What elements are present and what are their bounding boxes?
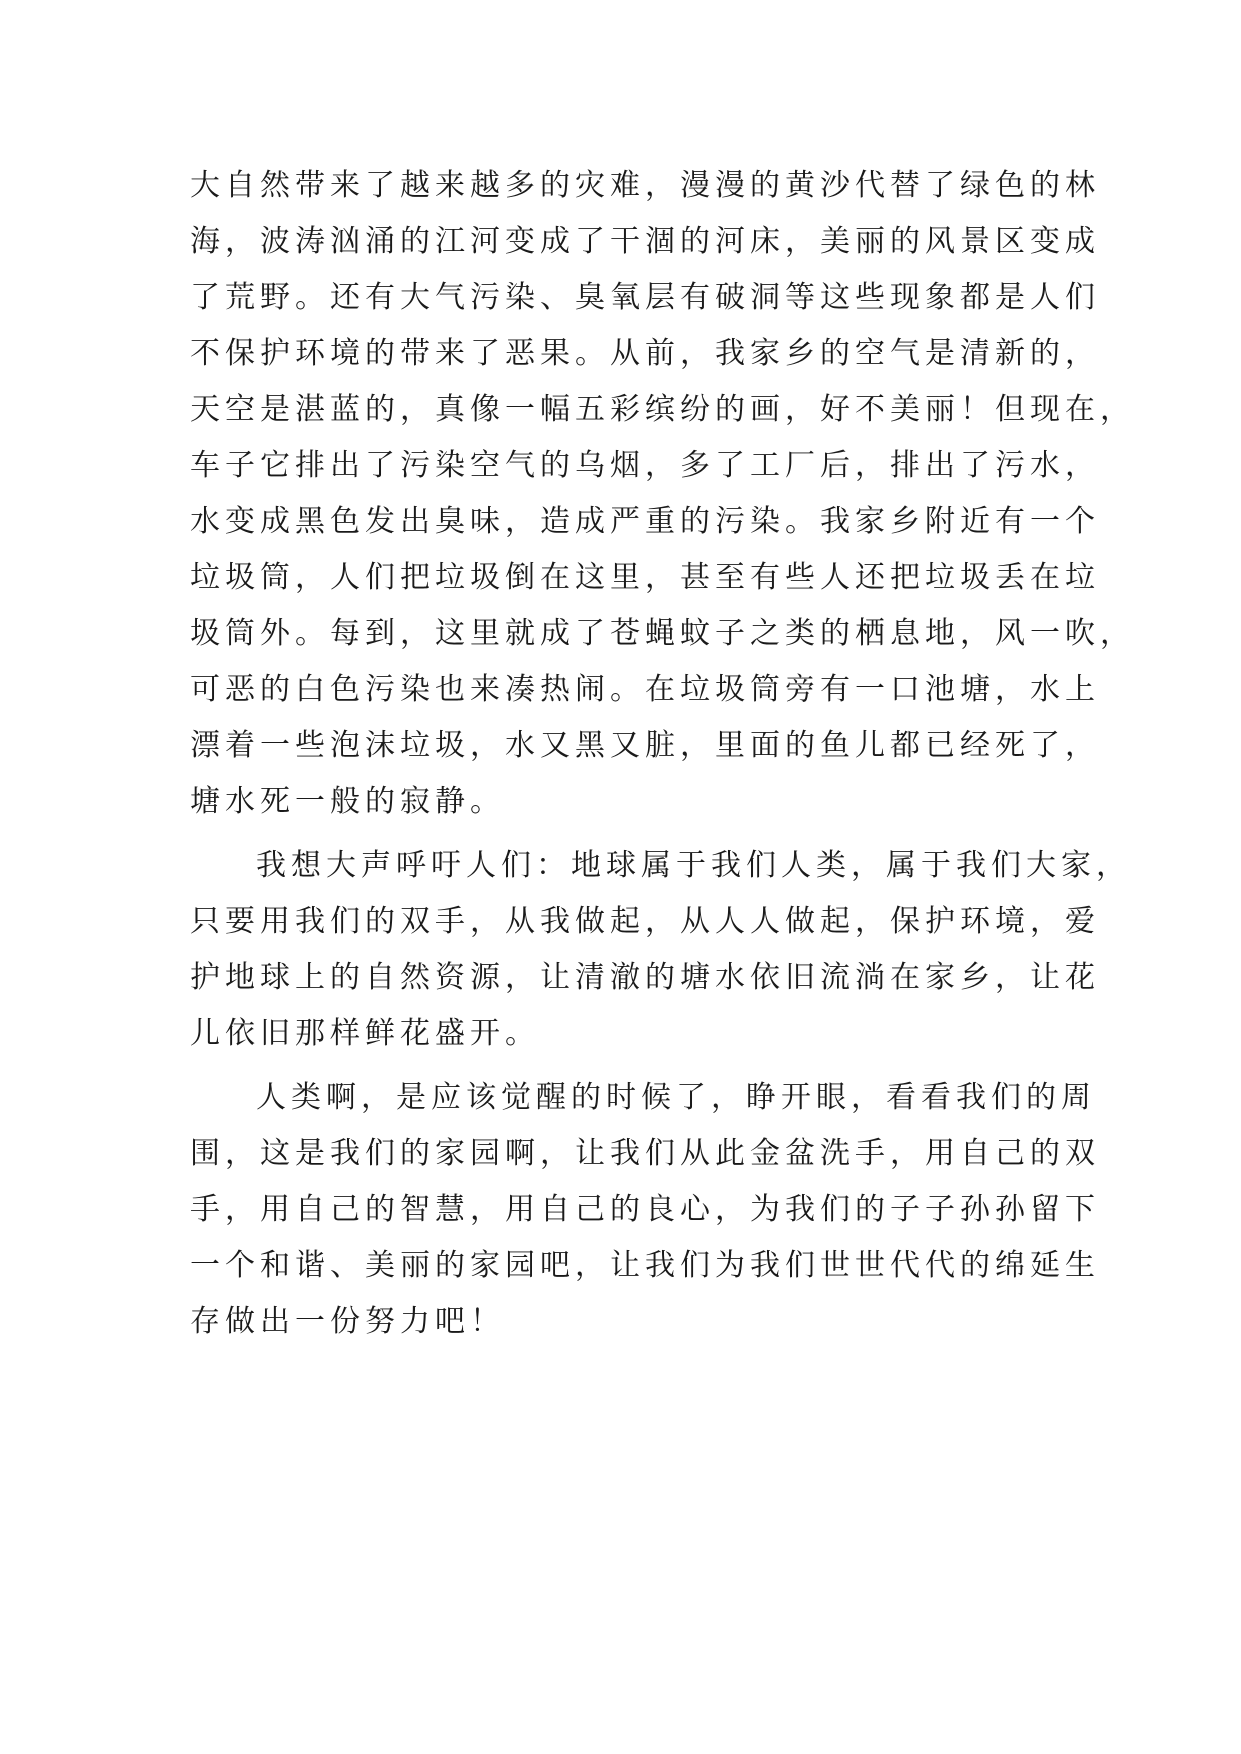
text-line: 只要用我们的双手，从我做起，从人人做起，保护环境，爱: [190, 904, 1100, 939]
text-line: 车子它排出了污染空气的乌烟，多了工厂后，排出了污水，: [190, 448, 1100, 483]
text-line: 漂着一些泡沫垃圾，水又黑又脏，里面的鱼儿都已经死了，: [190, 728, 1100, 763]
text-line: 一个和谐、美丽的家园吧，让我们为我们世世代代的绵延生: [190, 1248, 1100, 1283]
paragraph-2: [190, 838, 1131, 1062]
text-line: 围，这是我们的家园啊，让我们从此金盆洗手，用自己的双: [190, 1136, 1100, 1171]
text-line: 水变成黑色发出臭味，造成严重的污染。我家乡附近有一个: [190, 504, 1100, 539]
text-line: 海，波涛汹涌的江河变成了干涸的河床，美丽的风景区变成: [190, 224, 1100, 259]
text-line: 手，用自己的智慧，用自己的良心，为我们的子子孙孙留下: [190, 1192, 1100, 1227]
text-line: 我想大声呼吁人们：地球属于我们人类，属于我们大家，: [256, 848, 1131, 883]
document-body: [190, 158, 1135, 1350]
text-line: 可恶的白色污染也来凑热闹。在垃圾筒旁有一口池塘，水上: [190, 672, 1100, 707]
text-line: 人类啊，是应该觉醒的时候了，睁开眼，看看我们的周: [256, 1080, 1096, 1115]
text-line: 不保护环境的带来了恶果。从前，我家乡的空气是清新的，: [190, 336, 1100, 371]
text-line: 护地球上的自然资源，让清澈的塘水依旧流淌在家乡，让花: [190, 960, 1100, 995]
text-line: 大自然带来了越来越多的灾难，漫漫的黄沙代替了绿色的林: [190, 168, 1100, 203]
text-line: 儿依旧那样鲜花盛开。: [190, 1016, 540, 1051]
text-line: 圾筒外。每到，这里就成了苍蝇蚊子之类的栖息地，风一吹，: [190, 616, 1135, 651]
text-line: 塘水死一般的寂静。: [190, 784, 505, 819]
text-line: 天空是湛蓝的，真像一幅五彩缤纷的画，好不美丽！但现在，: [190, 392, 1135, 427]
paragraph-3: [190, 1070, 1100, 1350]
text-line: 存做出一份努力吧！: [190, 1304, 505, 1339]
text-line: 了荒野。还有大气污染、臭氧层有破洞等这些现象都是人们: [190, 280, 1100, 315]
text-line: 垃圾筒，人们把垃圾倒在这里，甚至有些人还把垃圾丢在垃: [190, 560, 1100, 595]
paragraph-1: [190, 158, 1135, 830]
